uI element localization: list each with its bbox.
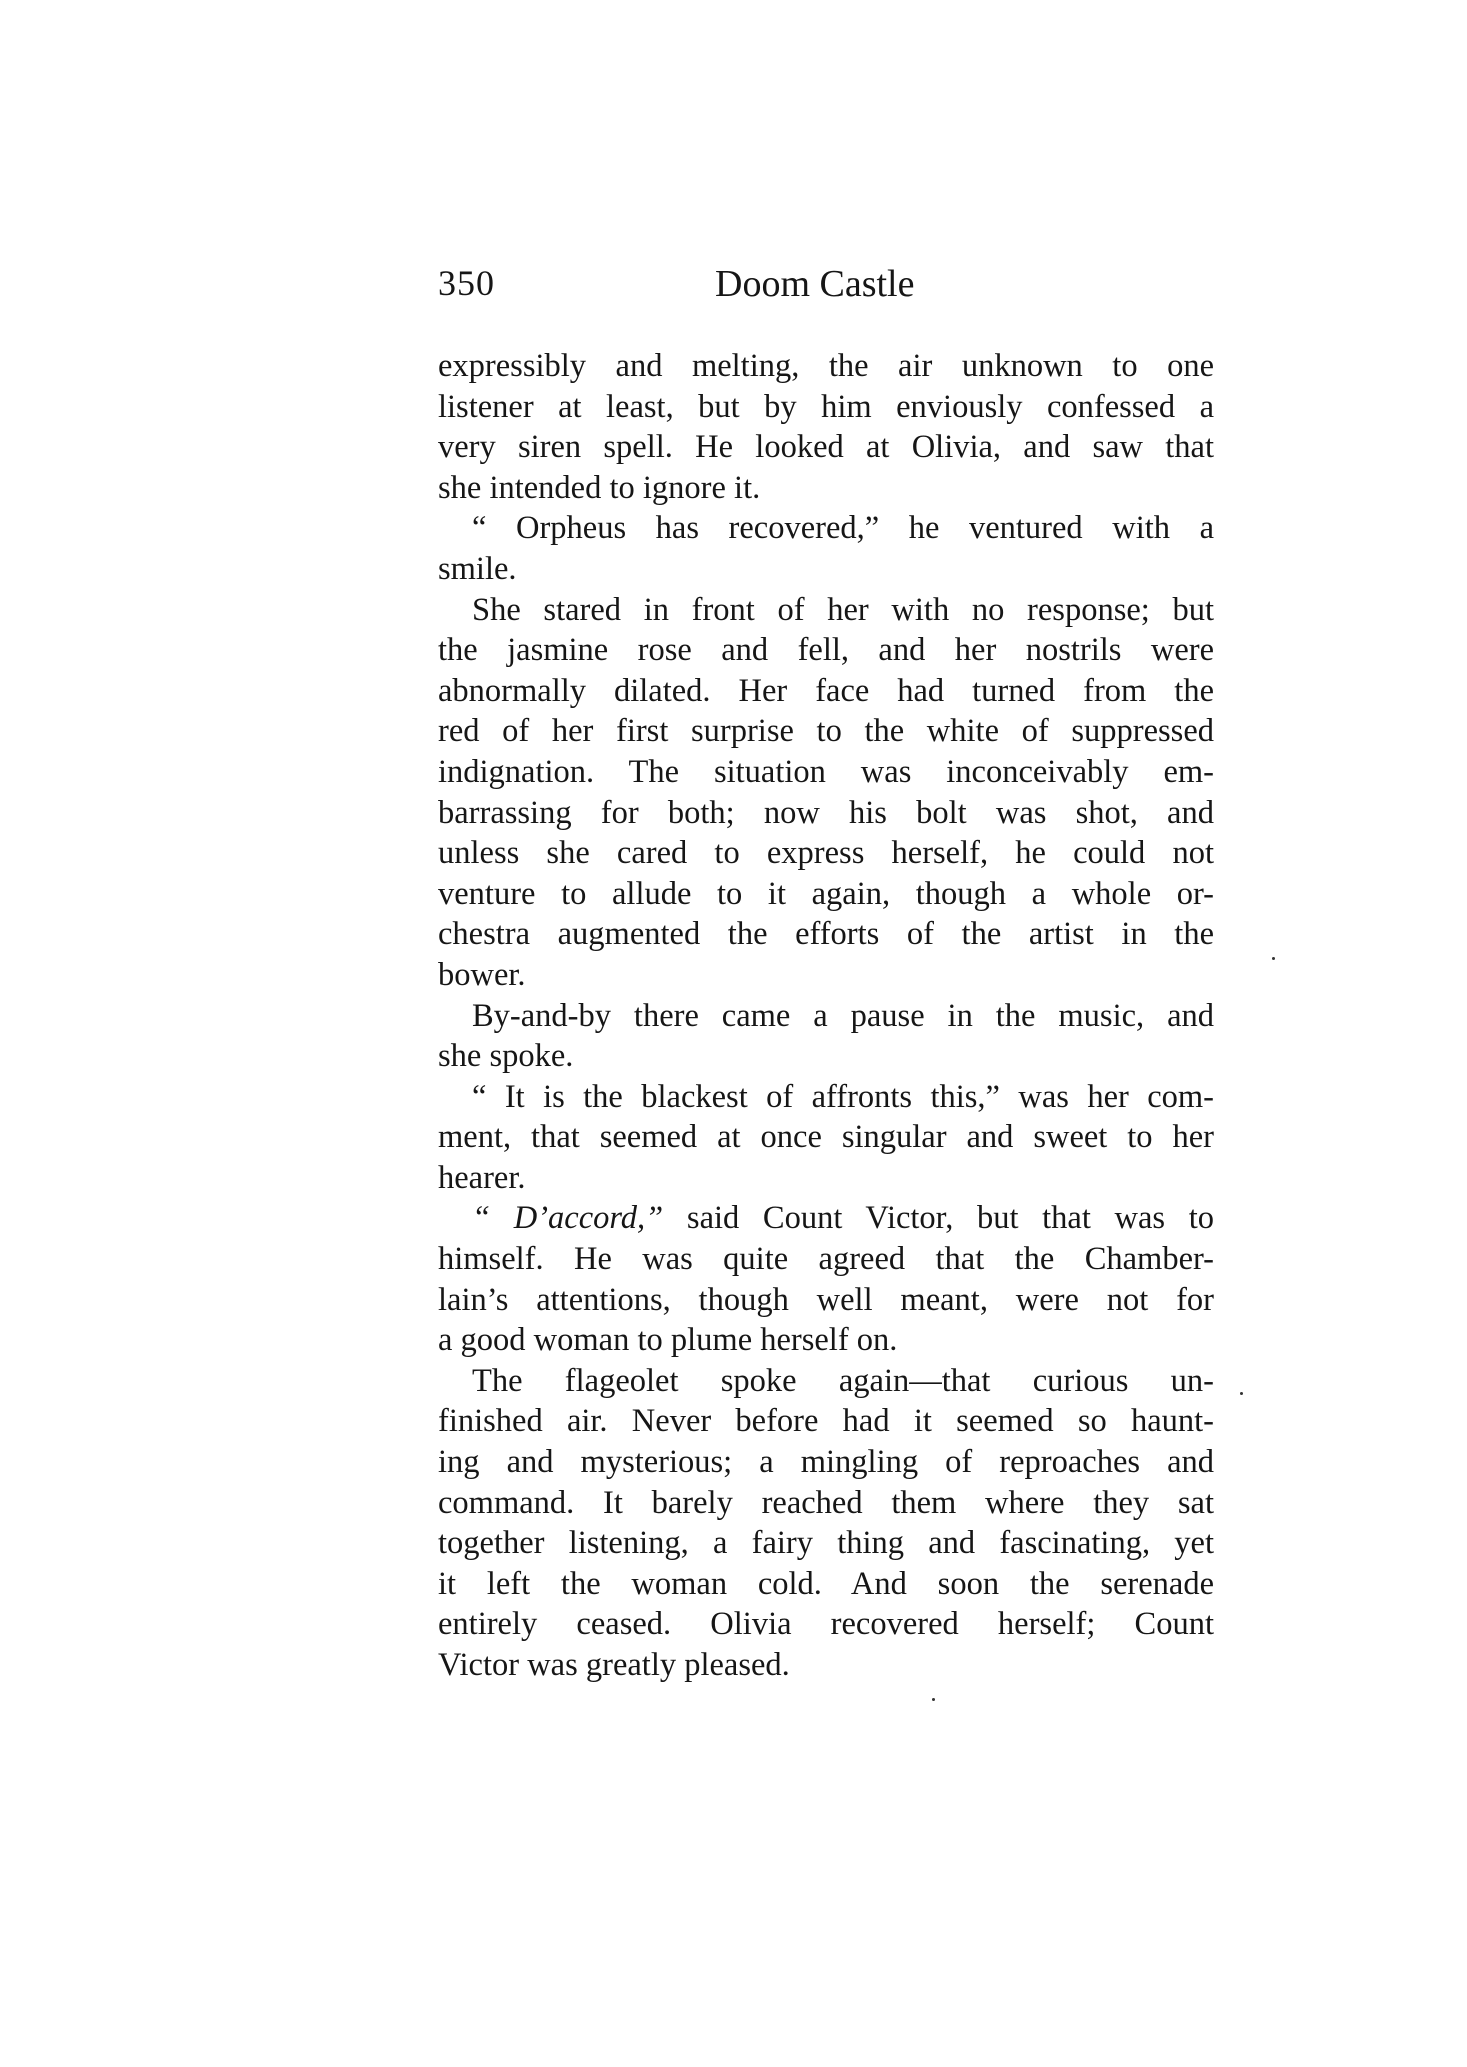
italic-lead: “ D’accord,” (472, 1200, 664, 1237)
body-text (438, 346, 1214, 1686)
text-line: it left the woman cold. And soon the serenade (438, 1565, 1214, 1602)
text-line: very siren spell. He looked at Olivia, and saw that (438, 429, 1214, 466)
text-line: “ Orpheus has recovered,” he ventured with a (472, 510, 1214, 547)
text-line: himself. He was quite agreed that the Chamber- (438, 1241, 1214, 1278)
text-line: together listening, a fairy thing and fascinating, yet (438, 1525, 1214, 1562)
text-line: chestra augmented the efforts of the artist in the (438, 916, 1214, 953)
scan-speck (932, 1698, 935, 1701)
text-line: abnormally dilated. Her face had turned from the (438, 672, 1214, 709)
text-line: “ It is the blackest of affronts this,” was her com- (472, 1078, 1214, 1115)
text-line: smile. (438, 550, 517, 587)
scan-speck (1272, 957, 1275, 960)
text-line-rest: said Count Victor, but that was to (686, 1200, 1214, 1237)
text-line: red of her first surprise to the white of suppressed (438, 713, 1214, 750)
text-line: she spoke. (438, 1038, 574, 1075)
text-line: barrassing for both; now his bolt was shot, and (438, 794, 1214, 831)
text-line: The flageolet spoke again—that curious un- (472, 1362, 1214, 1399)
text-line: hearer. (438, 1159, 526, 1196)
page-number: 350 (438, 263, 495, 303)
text-line: She stared in front of her with no response; but (472, 591, 1214, 628)
text-line: By-and-by there came a pause in the music, and (472, 997, 1214, 1034)
text-line: bower. (438, 956, 526, 993)
text-line: a good woman to plume herself on. (438, 1322, 898, 1359)
text-line (438, 1198, 1214, 1239)
text-line: unless she cared to express herself, he could not (438, 835, 1214, 872)
text-line: Victor was greatly pleased. (438, 1647, 790, 1683)
text-line: entirely ceased. Olivia recovered herself; Count (438, 1606, 1214, 1643)
running-title: Doom Castle (715, 263, 915, 305)
text-line: lain’s attentions, though well meant, were not for (438, 1281, 1214, 1318)
text-line: venture to allude to it again, though a whole or- (438, 875, 1214, 912)
text-line: indignation. The situation was inconceivably em- (438, 753, 1214, 790)
page-header (438, 262, 1214, 318)
text-line: she intended to ignore it. (438, 469, 761, 506)
text-line: the jasmine rose and fell, and her nostrils were (438, 632, 1214, 669)
text-line: finished air. Never before had it seemed so haunt- (438, 1403, 1214, 1440)
text-line: expressibly and melting, the air unknown to one (438, 348, 1214, 384)
scan-speck (1240, 1392, 1243, 1395)
text-line: ment, that seemed at once singular and sweet to her (438, 1119, 1214, 1156)
text-line: listener at least, but by him enviously confessed a (438, 388, 1214, 425)
text-line: ing and mysterious; a mingling of reproaches and (438, 1444, 1214, 1481)
text-line: command. It barely reached them where they sat (438, 1484, 1214, 1521)
